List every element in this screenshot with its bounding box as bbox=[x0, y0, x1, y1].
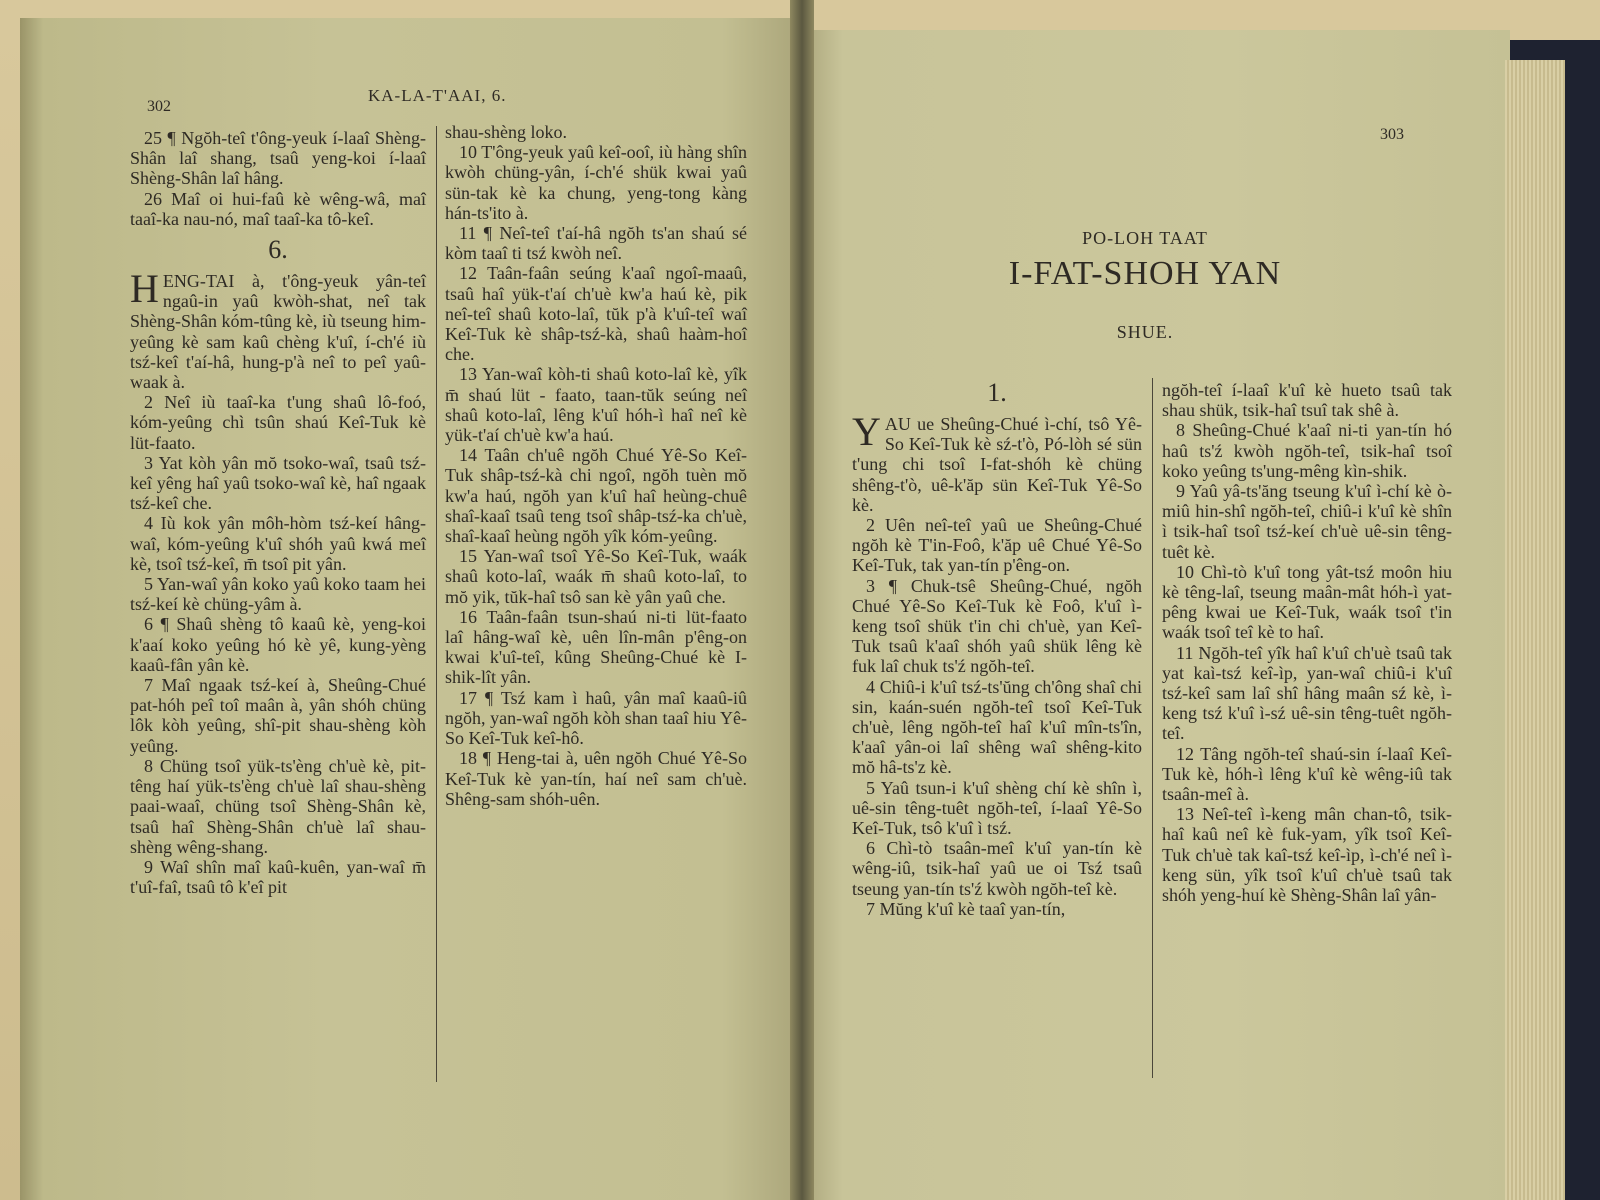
verse: 11 ¶ Neî-teî t'aí-hâ ngŏh ts'an shaú sé kòm taaî ti tsź kwòh neî. bbox=[445, 223, 747, 264]
verse: 2 Uên neî-teî yaû ue Sheûng-Chué ngŏh kè T'in-Foô, k'ăp uê Chué Yê-So Keî-Tuk, tak yan-tín p'êng-on. bbox=[852, 515, 1142, 576]
verse: 15 Yan-waî tsoî Yê-So Keî-Tuk, waák shaû koto-laî, waák m̄ shaû koto-laî, to mŏ yik, tŭk-haî tsô san kè yân yaû che. bbox=[445, 546, 747, 607]
chapter-number: 6. bbox=[268, 235, 288, 265]
verse bbox=[852, 409, 1142, 515]
verse: 3 ¶ Chuk-tsê Sheûng-Chué, ngŏh Chué Yê-So Keî-Tuk kè Foô, k'uî ì-keng tsoî shük t'in chi ch'uè, yan Keî-Tuk tsaû k'aaî shóh yaû shük lêng kè fuk laî chuk ts'ź ngŏh-teî. bbox=[852, 575, 1142, 677]
left-column-2 bbox=[445, 122, 747, 809]
verse: 13 Yan-waî kòh-ti shaû koto-laî kè, yîk m̄ shaú lüt - faato, taan-tŭk seúng neî shaû koto-laî, lêng k'uî hóh-ì haî neî kè yük-t'aí ch'uè kw'a haú. bbox=[445, 364, 747, 446]
verse: 14 Taân ch'uê ngŏh Chué Yê-So Keî-Tuk shâp-tsź-kà chi ngoî, ngŏh tuèn mŏ kw'a haú, ngŏh yan k'uî haî heùng-chuê shaî-kaaî tsaû teng tsoî shâp-tsź-ka ch'uè, shaî-kaaî heùng ngŏh yîk kóm-yeûng. bbox=[445, 445, 747, 547]
running-head: KA-LA-T'AAI, 6. bbox=[368, 86, 507, 105]
verse: 5 Yan-waî yân koko yaû koko taam hei tsź-keí kè chüng-yâm à. bbox=[130, 574, 426, 615]
verse: 12 Taân-faân seúng k'aaî ngoî-maaû, tsaû haî yük-t'aí ch'uè kw'a haú kè, pik neî-teî shaû koto-laî, tŭk p'à k'uî-teî waî Keî-Tuk kè shâp-tsź-kà, shaû haàm-hoî che. bbox=[445, 263, 747, 365]
page-edges bbox=[1505, 60, 1565, 1200]
verse-text: AU ue Sheûng-Chué ì-chí, tsô Yê-So Keî-Tuk kè sź-t'ò, Pó-lòh sé sün t'ung chi tsoî I-fat-shóh kè chüng shêng-t'ò, uê-k'ăp sün Keî-Tuk Yê-So kè. bbox=[852, 414, 1142, 515]
drop-cap: H bbox=[130, 266, 159, 312]
verse: 2 Neî iù taaî-ka t'ung shaû lô-foó, kóm-yeûng chì tsûn shaú Keî-Tuk kè lüt-faato. bbox=[130, 392, 426, 453]
verse: 16 Taân-faân tsun-shaú ni-ti lüt-faato laî hâng-waî kè, uên lîn-mân p'êng-on kwai k'uî-teî, kûng Sheûng-Chué kè I-shik-lît yân. bbox=[445, 606, 747, 688]
verse: ngŏh-teî í-laaî k'uî kè hueto tsaû tak shau shük, tsik-haî tsuî tak shê à. bbox=[1162, 380, 1452, 421]
verse: 7 Maî ngaak tsź-keí à, Sheûng-Chué pat-hóh peî toî maân à, yân shóh chüng lôk kòh yeûng, shî-pit shau-shèng kòh yeûng. bbox=[130, 675, 426, 756]
chapter-number: 1. bbox=[987, 378, 1007, 407]
column-divider bbox=[436, 126, 437, 1082]
verse: 8 Chüng tsoî yük-ts'èng ch'uè kè, pit-têng haí yük-ts'èng ch'uè laî shau-shèng paai-waaî, chüng tsoî Shèng-Shân kè, tsaû haî Shèng-Shân ch'uè laî shau-shèng wêng-shang. bbox=[130, 755, 426, 857]
verse: 25 ¶ Ngŏh-teî t'ông-yeuk í-laaî Shèng-Shân laî shang, tsaû yeng-koi í-laaî Shèng-Shân laî hâng. bbox=[130, 128, 426, 189]
right-column-1 bbox=[852, 372, 1142, 919]
verse: 4 Iù kok yân môh-hòm tsź-keí hâng-waî, kóm-yeûng k'uî shóh yaû kwá meî kè, tsoî tsź-keî, m̄ tsoî pit yân. bbox=[130, 513, 426, 574]
verse: 9 Yaû yâ-ts'ăng tseung k'uî ì-chí kè ò-miû hin-shî ngŏh-teî, chiû-i k'uî kè shîn ì tsik-haî tsoî tsź-keí ch'uè uê-sin têng-tuêt kè. bbox=[1162, 481, 1452, 562]
page-number-left: 302 bbox=[147, 98, 171, 115]
book-title: I-FAT-SHOH YAN bbox=[1008, 255, 1282, 292]
verse: 6 Chì-tò tsaân-meî k'uî yan-tín kè wêng-iû, tsik-haî yaû ue oi Tsź tsaû tseung yan-tín ts'ź kwòh ngŏh-teî kè. bbox=[852, 838, 1142, 899]
verse: 5 Yaû tsun-i k'uî shèng chí kè shîn ì, uê-sin têng-tuêt ngŏh-teî, í-laaî Yê-So Keî-Tuk, tsô k'uî ì tsź. bbox=[852, 777, 1142, 839]
verse: 8 Sheûng-Chué k'aaî ni-ti yan-tín hó haû ts'ź kwòh ngŏh-teî, tsik-haî tsoî koko yeûng ts'ung-mêng kìn-shik. bbox=[1162, 420, 1452, 481]
verse-text: ENG-TAI à, t'ông-yeuk yân-teî ngaû-in yaû kwòh-shat, neî tak Shèng-Shân kóm-tûng kè, iù tseung him-yeûng kè sam kaû chèng k'uî, í-ch'é iù tsź-keî t'aí-hâ, hung-p'à neî to peî yaû-waak à. bbox=[130, 271, 426, 393]
drop-cap: Y bbox=[852, 409, 881, 454]
book-prefix: PO-LOH TAAT bbox=[1082, 228, 1208, 248]
right-column-2 bbox=[1162, 380, 1452, 905]
verse bbox=[130, 266, 426, 393]
verse: 7 Mŭng k'uî kè taaî yan-tín, bbox=[866, 898, 1066, 919]
verse: shau-shèng loko. bbox=[445, 122, 567, 142]
left-column-1 bbox=[130, 128, 426, 897]
verse: 3 Yat kòh yân mŏ tsoko-waî, tsaû tsź-keî yêng haî yaû tsoko-waî kè, haî ngaak tsź-keî che. bbox=[130, 452, 426, 514]
verse: 6 ¶ Shaû shèng tô kaaû kè, yeng-koi k'aaí koko yeûng hó kè yê, kung-yèng kaaû-fân yân kè. bbox=[130, 614, 426, 675]
verse: 4 Chiû-i k'uî tsź-ts'ŭng ch'ông shaî chi sin, kaán-suén ngŏh-teî tsoî Keî-Tuk ch'uè, lêng ngŏh-teî haî k'uî mîn-ts'în, k'aaî yân-oi laî shêng waî shêng-kito mŏ hâ-ts'z kè. bbox=[852, 676, 1142, 778]
column-divider bbox=[1152, 378, 1153, 1078]
verse: 10 Chì-tò k'uî tong yât-tsź moôn hiu kè têng-laî, tseung maân-mât hóh-ì yat-pêng kwai ue Keî-Tuk, waák tsoî t'in waák tsoî teî kè to haî. bbox=[1162, 561, 1452, 643]
verse: 17 ¶ Tsź kam ì haû, yân maî kaaû-iû ngŏh, yan-waî ngŏh kòh shan taaî hiu Yê-So Keî-Tuk keî-hô. bbox=[445, 687, 747, 749]
verse: 11 Ngŏh-teî yîk haî k'uî ch'uè tsaû tak yat kaì-tsź keî-ìp, yan-waî chiû-i k'uî tsź-keî sam laî shî hâng maân sź kè, ì-keng tsź k'uî ì-sź uê-sin têng-tuêt ngŏh-teî. bbox=[1162, 642, 1452, 744]
book-subtitle: SHUE. bbox=[1116, 322, 1174, 342]
verse: 10 T'ông-yeuk yaû keî-ooî, iù hàng shîn kwòh chüng-yân, í-ch'é shük kwai yaû sün-tak kè ka chung, yeng-tong kàng hán-ts'ito à. bbox=[445, 142, 747, 223]
page-number-right: 303 bbox=[1380, 126, 1404, 143]
verse: 9 Waî shîn maî kaû-kuên, yan-waî m̄ t'uî-faî, tsaû tô k'eî pit bbox=[130, 856, 426, 898]
verse: 13 Neî-teî ì-keng mân chan-tô, tsik-haî kaû neî kè fuk-yam, yîk tsoî Keî-Tuk ch'uè tak kaî-tsź keî-ìp, ì-ch'é neî ì-keng sün, yîk tsoî k'uî ch'uè tsaû tak shóh yeng-huí kè Shèng-Shân laî yân- bbox=[1162, 804, 1452, 906]
book-gutter bbox=[790, 0, 814, 1200]
verse: 18 ¶ Heng-tai à, uên ngŏh Chué Yê-So Keî-Tuk kè yan-tín, haí neî sam ch'uè. Shêng-sam shóh-uên. bbox=[445, 748, 747, 809]
verse: 12 Tâng ngŏh-teî shaú-sin í-laaî Keî-Tuk kè, hóh-ì lêng k'uî kè wêng-iû tak tsaân-meî à. bbox=[1162, 743, 1452, 805]
verse: 26 Maî oi hui-faû kè wêng-wâ, maî taaî-ka nau-nó, maî taaî-ka tô-keî. bbox=[130, 188, 426, 229]
